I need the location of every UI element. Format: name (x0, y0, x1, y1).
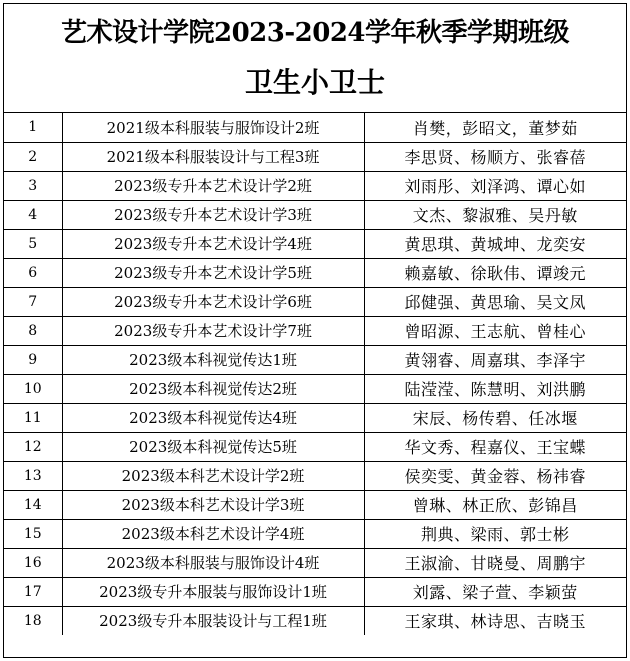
table-row (4, 113, 626, 142)
table-row (4, 490, 626, 519)
student-names-cell: 刘露、梁子萱、李颖萤 (364, 577, 626, 606)
row-number-cell: 6 (4, 258, 62, 287)
row-number-cell: 14 (4, 490, 62, 519)
title-line-1: 艺术设计学院2023-2024学年秋季学期班级 (60, 18, 570, 48)
table-row (4, 403, 626, 432)
class-name-cell: 2023级本科视觉传达5班 (62, 432, 364, 461)
student-names-cell: 荆典、梁雨、郭士彬 (364, 519, 626, 548)
roster-table (4, 113, 626, 635)
title-line-2: 卫生小卫士 (244, 66, 385, 99)
student-names-cell: 王淑渝、甘晓曼、周鹏宇 (364, 548, 626, 577)
roster-sheet (3, 3, 627, 658)
row-number-cell: 3 (4, 171, 62, 200)
student-names-cell: 赖嘉敏、徐耿伟、谭竣元 (364, 258, 626, 287)
student-names-cell: 黄翎睿、周嘉琪、李泽宇 (364, 345, 626, 374)
table-row (4, 287, 626, 316)
table-row (4, 606, 626, 635)
row-number-cell: 10 (4, 374, 62, 403)
table-row (4, 432, 626, 461)
table-row (4, 548, 626, 577)
row-number-cell: 7 (4, 287, 62, 316)
table-row (4, 519, 626, 548)
row-number-cell: 16 (4, 548, 62, 577)
row-number-cell: 9 (4, 345, 62, 374)
row-number-cell: 11 (4, 403, 62, 432)
row-number-cell: 5 (4, 229, 62, 258)
class-name-cell: 2023级专升本服装与服饰设计1班 (62, 577, 364, 606)
student-names-cell: 陆滢滢、陈慧明、刘洪鹏 (364, 374, 626, 403)
class-name-cell: 2023级专升本艺术设计学7班 (62, 316, 364, 345)
student-names-cell: 宋辰、杨传碧、任冰堰 (364, 403, 626, 432)
class-name-cell: 2023级专升本艺术设计学3班 (62, 200, 364, 229)
class-name-cell: 2023级专升本艺术设计学6班 (62, 287, 364, 316)
class-name-cell: 2023级专升本艺术设计学4班 (62, 229, 364, 258)
roster-table-body (4, 113, 626, 635)
student-names-cell: 王家琪、林诗思、吉晓玉 (364, 606, 626, 635)
row-number-cell: 13 (4, 461, 62, 490)
student-names-cell: 肖樊，彭昭文，董梦茹 (364, 113, 626, 142)
table-row (4, 142, 626, 171)
row-number-cell: 1 (4, 113, 62, 142)
row-number-cell: 12 (4, 432, 62, 461)
class-name-cell: 2021级本科服装与服饰设计2班 (62, 113, 364, 142)
student-names-cell: 李思贤、杨顺方、张睿蓓 (364, 142, 626, 171)
table-row (4, 345, 626, 374)
class-name-cell: 2023级专升本服装设计与工程1班 (62, 606, 364, 635)
student-names-cell: 邱健强、黄思瑜、吴文凤 (364, 287, 626, 316)
row-number-cell: 18 (4, 606, 62, 635)
student-names-cell: 华文秀、程嘉仪、王宝蝶 (364, 432, 626, 461)
student-names-cell: 黄思琪、黄城坤、龙奕安 (364, 229, 626, 258)
student-names-cell: 曾琳、林正欣、彭锦昌 (364, 490, 626, 519)
student-names-cell: 侯奕雯、黄金蓉、杨祎睿 (364, 461, 626, 490)
row-number-cell: 2 (4, 142, 62, 171)
student-names-cell: 文杰、黎淑雅、吴丹敏 (364, 200, 626, 229)
class-name-cell: 2023级本科艺术设计学3班 (62, 490, 364, 519)
class-name-cell: 2021级本科服装设计与工程3班 (62, 142, 364, 171)
table-row (4, 374, 626, 403)
class-name-cell: 2023级本科视觉传达2班 (62, 374, 364, 403)
row-number-cell: 17 (4, 577, 62, 606)
class-name-cell: 2023级本科视觉传达1班 (62, 345, 364, 374)
row-number-cell: 15 (4, 519, 62, 548)
class-name-cell: 2023级专升本艺术设计学2班 (62, 171, 364, 200)
row-number-cell: 4 (4, 200, 62, 229)
table-row (4, 229, 626, 258)
row-number-cell: 8 (4, 316, 62, 345)
table-row (4, 461, 626, 490)
student-names-cell: 曾昭源、王志航、曾桂心 (364, 316, 626, 345)
class-name-cell: 2023级本科视觉传达4班 (62, 403, 364, 432)
table-row (4, 258, 626, 287)
class-name-cell: 2023级本科艺术设计学4班 (62, 519, 364, 548)
class-name-cell: 2023级本科服装与服饰设计4班 (62, 548, 364, 577)
class-name-cell: 2023级本科艺术设计学2班 (62, 461, 364, 490)
student-names-cell: 刘雨彤、刘泽鸿、谭心如 (364, 171, 626, 200)
table-row (4, 316, 626, 345)
table-row (4, 200, 626, 229)
table-row (4, 171, 626, 200)
table-row (4, 577, 626, 606)
document-title (4, 4, 626, 113)
class-name-cell: 2023级专升本艺术设计学5班 (62, 258, 364, 287)
